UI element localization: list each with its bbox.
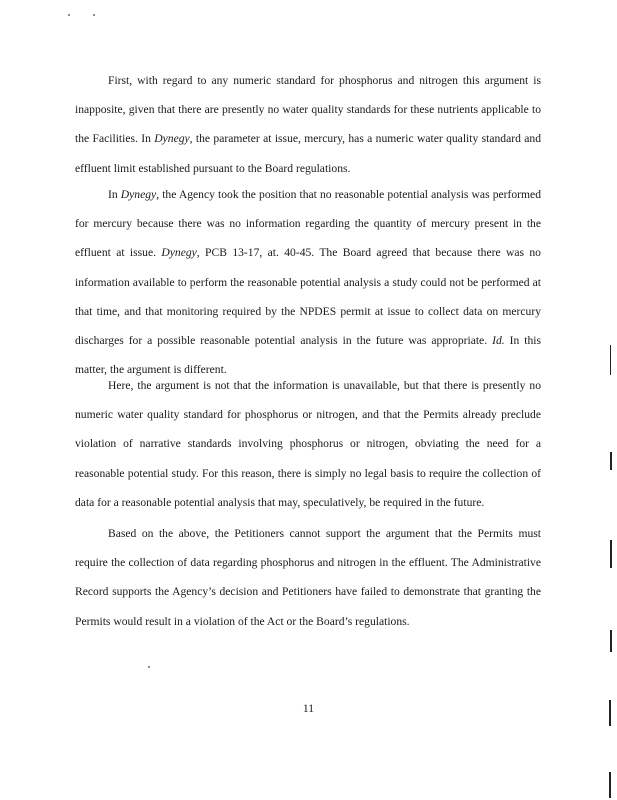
paragraph-4-text-1: Based on the above, the Petitioners cannot support the argument that the Permits must require the collection of data regarding phosphorus and nitrogen in the effluent. The Administrative Record supports the Agency’s decision and Petitioners have failed to demonstrate that granting the Permits would result in a violation of the Act or the Board’s regulations. bbox=[75, 527, 541, 628]
scan-speck bbox=[68, 14, 70, 16]
scan-mark bbox=[609, 700, 611, 726]
paragraph-1 bbox=[75, 66, 541, 183]
scan-mark bbox=[609, 772, 611, 798]
paragraph-2-text-3: , PCB 13-17, at. 40-45. The Board agreed that because there was no information available to perform the reasonable potential analysis a study could not be performed at that time, and that monitoring required by the NPDES permit at issue to collect data on mercury discharges for a possible reasonable potential analysis in the future was appropriate. bbox=[75, 246, 541, 348]
paragraph-3 bbox=[75, 371, 541, 517]
paragraph-2-text-1: In bbox=[108, 188, 121, 201]
scan-speck bbox=[148, 666, 150, 668]
paragraph-1-text-1: First, with regard to any numeric standard for phosphorus and nitrogen this argument is inapposite, given that there are presently no water quality standards for these nutrients applicable to the Facilities. In bbox=[75, 74, 541, 146]
scan-mark bbox=[610, 345, 611, 375]
scan-mark bbox=[610, 540, 612, 568]
scan-speck bbox=[93, 14, 95, 16]
paragraph-1-text-2: , the parameter at issue, mercury, has a numeric water quality standard and effluent limit established pursuant to the Board regulations. bbox=[75, 132, 541, 175]
paragraph-2-text-4: In this matter, the argument is different. bbox=[75, 334, 541, 377]
case-name-dynegy: Dynegy bbox=[161, 246, 197, 260]
paragraph-2-text-2: , the Agency took the position that no reasonable potential analysis was performed for mercury because there was no information regarding the quantity of mercury present in the effluent at issue. bbox=[75, 188, 541, 260]
page-number: 11 bbox=[302, 702, 315, 715]
paragraph-4 bbox=[75, 519, 541, 636]
paragraph-3-text-1: Here, the argument is not that the information is unavailable, but that there is presently no numeric water quality standard for phosphorus or nitrogen, and that the Permits already preclude violation of narrative standards involving phosphorus or nitrogen, obviating the need for a reasonable potential study. For this reason, there is simply no legal basis to require the collection of data for a reasonable potential analysis that may, speculatively, be required in the future. bbox=[75, 379, 541, 509]
paragraph-2 bbox=[75, 180, 541, 384]
citation-id: Id. bbox=[492, 334, 505, 348]
case-name-dynegy: Dynegy bbox=[154, 132, 190, 146]
case-name-dynegy: Dynegy bbox=[120, 188, 157, 201]
scan-mark bbox=[610, 630, 612, 652]
scan-mark bbox=[610, 452, 612, 470]
